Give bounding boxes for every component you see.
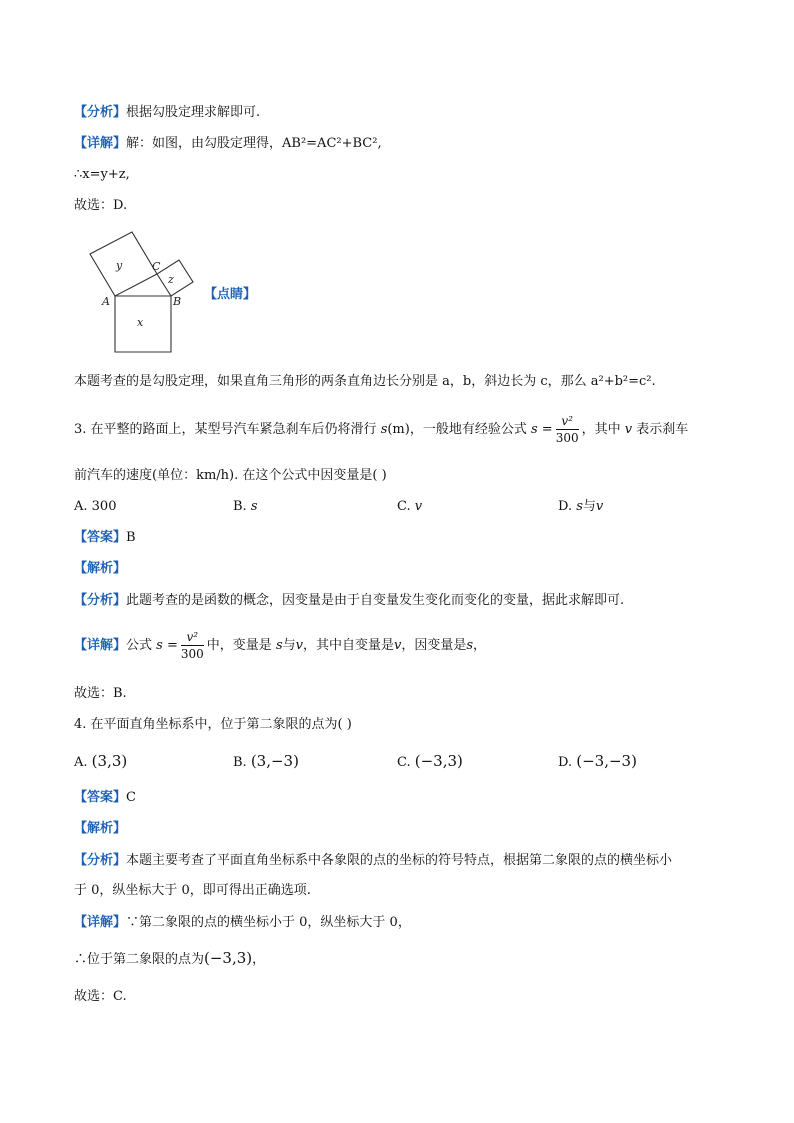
xiangjie-tag: 【详解】 xyxy=(74,638,127,653)
q4-step-value: (−3,3) xyxy=(204,949,253,967)
p2-choose-line: 故选：D. xyxy=(74,198,128,213)
q3-formula-lhs: s = xyxy=(530,422,553,437)
q3-stem-b: (m)，一般地有经验公式 xyxy=(387,422,527,437)
label-x: x xyxy=(137,316,144,329)
q3-option-c xyxy=(397,498,422,516)
q4-answer-line xyxy=(74,789,136,807)
q3-xj-c: 与 xyxy=(282,638,296,653)
q3-xj-s2: s xyxy=(466,638,474,653)
q4-answer: C xyxy=(126,790,136,805)
q3-xj-num: v² xyxy=(181,629,204,646)
label-y: y xyxy=(116,259,123,272)
q4-jiexi-line xyxy=(74,820,126,838)
q3-formula-den: 300 xyxy=(555,431,579,445)
q4-fenxi-line2: 于 0，纵坐标大于 0，即可得出正确选项. xyxy=(74,883,311,898)
q4-step-a: ∴位于第二象限的点为 xyxy=(74,952,205,967)
q3-stem-line1 xyxy=(74,413,688,447)
q4-option-d-label: D. xyxy=(558,755,573,770)
q3-option-b-value: s xyxy=(250,499,258,514)
xiangjie-tag: 【详解】 xyxy=(74,915,127,930)
q3-option-d-value2: v xyxy=(595,499,604,514)
q4-option-b xyxy=(233,752,299,772)
q3-xj-fraction xyxy=(181,629,204,662)
q4-step-line xyxy=(74,949,265,969)
q3-xj-a: 公式 xyxy=(126,638,153,653)
q4-option-b-value: (3,−3) xyxy=(250,752,299,770)
q3-stem-c: ，其中 xyxy=(581,422,621,437)
q3-option-d-label: D. xyxy=(558,499,573,514)
jiexi-tag: 【解析】 xyxy=(74,821,127,836)
q3-stem-a: 3. 在平整的路面上，某型号汽车紧急刹车后仍将滑行 xyxy=(74,422,377,437)
q3-jiexi-line xyxy=(74,560,126,578)
q3-fenxi-text: 此题考查的是函数的概念，因变量是由于自变量发生变化而变化的变量，据此求解即可. xyxy=(126,593,625,608)
q3-formula-num: v² xyxy=(556,413,579,430)
p2-fenxi-line xyxy=(74,104,260,122)
q3-xj-lhs: s = xyxy=(156,638,178,653)
answer-tag: 【答案】 xyxy=(74,530,127,545)
q3-option-c-label: C. xyxy=(397,499,411,514)
q4-choose-line: 故选：C. xyxy=(74,989,127,1004)
fenxi-tag: 【分析】 xyxy=(74,593,127,608)
q3-fenxi-line xyxy=(74,592,624,610)
q3-option-b xyxy=(233,498,258,516)
xiangjie-tag: 【详解】 xyxy=(74,136,127,151)
label-B: B xyxy=(173,295,182,308)
q3-v-var: v xyxy=(624,422,633,437)
p2-step-line: ∴x=y+z, xyxy=(74,167,130,182)
q4-option-a-label: A. xyxy=(74,755,88,770)
q3-option-b-label: B. xyxy=(233,499,247,514)
label-A: A xyxy=(102,295,110,308)
q3-xj-s1: s xyxy=(275,638,283,653)
q3-option-d-mid: 与 xyxy=(582,499,596,514)
pythagoras-figure xyxy=(84,228,204,358)
square-z xyxy=(157,260,193,296)
p2-dianjing-text: 本题考查的是勾股定理，如果直角三角形的两条直角边长分别是 a，b，斜边长为 c，那么 a²+b²=c². xyxy=(74,374,656,389)
q4-option-d-value: (−3,−3) xyxy=(576,752,637,770)
q3-answer-line xyxy=(74,529,136,547)
dianjing-tag: 【点睛】 xyxy=(204,287,257,302)
q3-xiangjie-line xyxy=(74,629,486,663)
answer-tag: 【答案】 xyxy=(74,790,127,805)
q3-option-c-value: v xyxy=(414,499,423,514)
q3-s-var: s xyxy=(380,422,388,437)
fenxi-tag: 【分析】 xyxy=(74,853,127,868)
q4-fenxi-text1: 本题主要考查了平面直角坐标系中各象限的点的坐标的符号特点，根据第二象限的点的横坐标小 xyxy=(126,853,673,868)
q3-answer: B xyxy=(126,530,136,545)
square-y xyxy=(90,232,157,296)
label-z: z xyxy=(168,273,174,286)
q3-choose-line: 故选：B. xyxy=(74,686,127,701)
q3-xj-v2: v xyxy=(394,638,402,653)
q4-option-a xyxy=(74,752,127,772)
q3-xj-e: ，因变量是 xyxy=(401,638,467,653)
q4-option-c-label: C. xyxy=(397,755,411,770)
q3-stem-d: 表示刹车 xyxy=(636,422,689,437)
q4-fenxi-line1 xyxy=(74,852,672,870)
q3-xj-d: ，其中自变量是 xyxy=(302,638,394,653)
q4-xiangjie-line xyxy=(74,914,411,932)
q4-option-b-label: B. xyxy=(233,755,247,770)
q3-xj-den: 300 xyxy=(180,647,204,661)
q3-option-a: A. 300 xyxy=(74,499,117,514)
q3-xj-v1: v xyxy=(295,638,303,653)
jiexi-tag: 【解析】 xyxy=(74,561,127,576)
q3-option-d-value1: s xyxy=(576,499,583,514)
q4-option-c-value: (−3,3) xyxy=(414,752,463,770)
q3-option-d xyxy=(558,498,603,516)
q3-xj-f: ， xyxy=(473,638,487,653)
dianjing-tag-line xyxy=(204,286,256,304)
p2-xiangjie-text: 解：如图，由勾股定理得，AB²=AC²+BC², xyxy=(126,136,382,151)
label-C: C xyxy=(152,260,161,273)
q4-xiangjie-text: ∵第二象限的点的横坐标小于 0，纵坐标大于 0， xyxy=(126,915,411,930)
q4-stem: 4. 在平面直角坐标系中，位于第二象限的点为( ) xyxy=(74,717,352,732)
q4-option-d xyxy=(558,752,637,772)
q4-step-b: ， xyxy=(252,952,266,967)
p2-xiangjie-line xyxy=(74,135,382,153)
fenxi-tag: 【分析】 xyxy=(74,105,127,120)
q4-option-a-value: (3,3) xyxy=(91,752,128,770)
q3-xj-b: 中，变量是 xyxy=(206,638,272,653)
q3-formula-fraction xyxy=(556,413,579,446)
q4-option-c xyxy=(397,752,463,772)
p2-fenxi-text: 根据勾股定理求解即可. xyxy=(126,105,261,120)
q3-stem-line2: 前汽车的速度(单位：km/h). 在这个公式中因变量是( ) xyxy=(74,468,387,483)
